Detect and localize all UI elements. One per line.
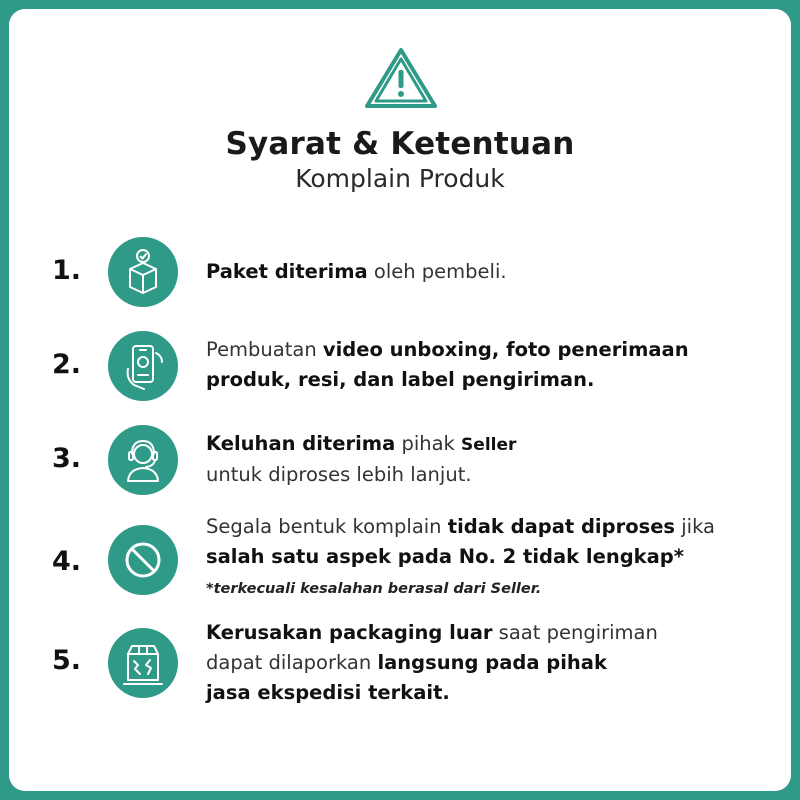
item-text bbox=[206, 335, 766, 395]
item-text bbox=[206, 429, 766, 490]
list-item bbox=[0, 331, 800, 401]
item-text-regular: saat pengiriman bbox=[492, 621, 658, 644]
page-title: Syarat & Ketentuan bbox=[225, 126, 575, 162]
item-text bbox=[206, 618, 766, 708]
item-text bbox=[206, 257, 766, 287]
customer-service-icon bbox=[108, 425, 178, 495]
item-text-regular: pihak bbox=[395, 432, 462, 455]
list-item bbox=[0, 515, 800, 597]
page-subtitle: Komplain Produk bbox=[295, 164, 505, 193]
prohibited-icon bbox=[108, 525, 178, 595]
item-text-regular: untuk diproses lebih lanjut. bbox=[206, 463, 472, 486]
item-text-regular: jika bbox=[675, 515, 715, 538]
item-text-regular: dapat dilaporkan bbox=[206, 651, 378, 674]
list-item bbox=[0, 618, 800, 704]
item-text-regular: Pembuatan bbox=[206, 338, 323, 361]
list-item bbox=[0, 237, 800, 307]
item-number: 2. bbox=[52, 349, 82, 380]
item-number: 3. bbox=[52, 443, 82, 474]
item-text-bold: tidak dapat diproses bbox=[447, 515, 676, 538]
item-text-regular: oleh pembeli. bbox=[367, 260, 507, 283]
item-text-bold: Paket diterima bbox=[206, 260, 368, 283]
item-text-bold: Keluhan diterima bbox=[206, 432, 396, 455]
warning-triangle-icon bbox=[364, 46, 438, 110]
item-number: 4. bbox=[52, 546, 82, 577]
package-check-icon bbox=[108, 237, 178, 307]
item-text-bold: langsung pada pihak bbox=[377, 651, 607, 674]
item-number: 1. bbox=[52, 255, 82, 286]
item-text-bold: salah satu aspek pada No. 2 tidak lengkap* bbox=[206, 545, 684, 568]
item-text-bold: video unboxing, foto penerimaan bbox=[322, 338, 689, 361]
item-text-bold: produk, resi, dan label pengiriman. bbox=[206, 368, 595, 391]
item-note: *terkecuali kesalahan berasal dari Seller. bbox=[206, 581, 542, 597]
item-text-bold: Seller bbox=[461, 435, 517, 455]
list-item bbox=[0, 425, 800, 495]
item-number: 5. bbox=[52, 645, 82, 676]
damaged-box-icon bbox=[108, 628, 178, 698]
item-text-bold: Kerusakan packaging luar bbox=[206, 621, 493, 644]
item-text-bold: jasa ekspedisi terkait. bbox=[206, 681, 450, 704]
item-text-regular: Segala bentuk komplain bbox=[206, 515, 448, 538]
item-text bbox=[206, 512, 766, 602]
phone-camera-icon bbox=[108, 331, 178, 401]
